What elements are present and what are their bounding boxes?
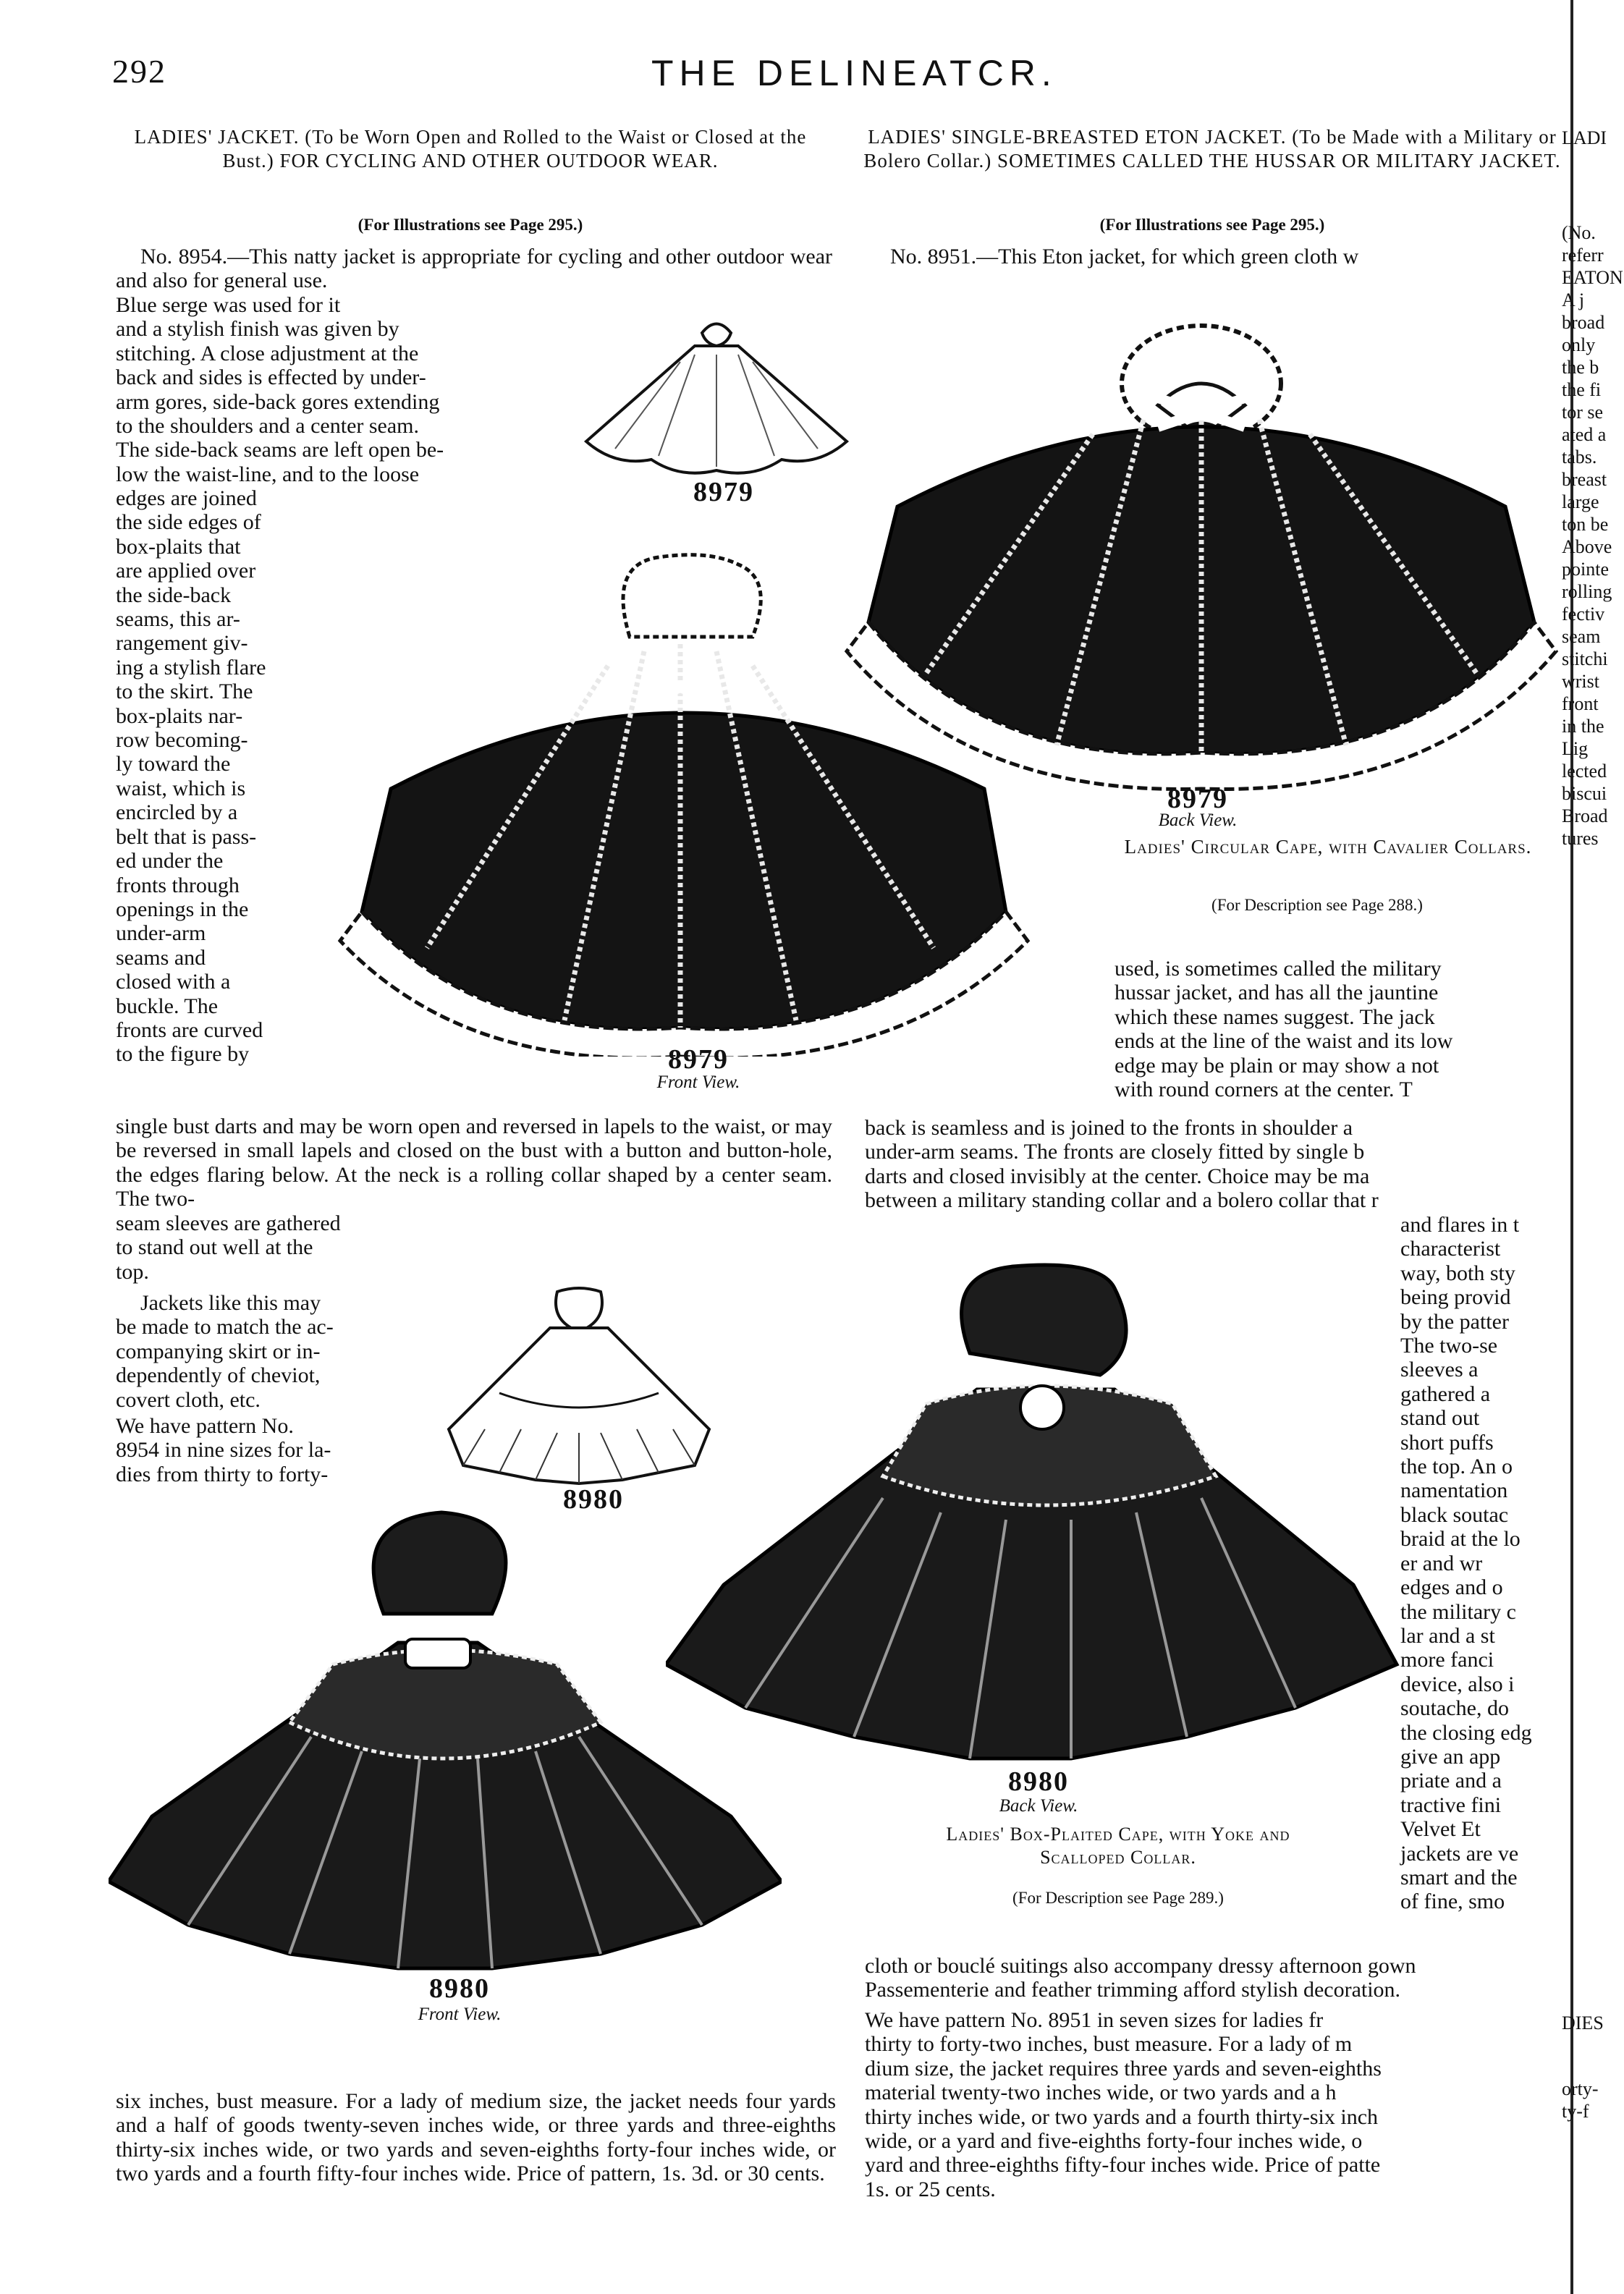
margin-line: tures xyxy=(1562,828,1599,849)
margin-line: ated a xyxy=(1562,424,1607,445)
right-para1-end: cloth or bouclé suitings also accompany dressy afternoon gown Passementerie and feather trimming afford stylish decoration. xyxy=(865,1954,1416,2002)
left-para1-mid: Blue serge was used for it and a stylish finish was given by stitching. A close adjustment at the back and sides is effected by under- arm gores, side-back gores extending to the shoulders and a center seam. The side-back seams are left open be- low the waist-line, and to the loose xyxy=(116,293,444,486)
margin-line: fectiv xyxy=(1562,604,1605,625)
left-para1-narrow: edges are joined the side edges of box-plaits that are applied over the side-back seams, this ar- rangement giv- ing a stylish flare to the skirt. The box-plaits nar- row becoming- ly toward the waist, which is encircled by a belt that is pass- ed under the fronts through openings in the under-arm seams and closed with a buckle. The fronts are curved to the figure by xyxy=(116,486,266,1067)
margin-line: EATON xyxy=(1562,267,1623,288)
margin-line: front xyxy=(1562,693,1599,714)
margin-line: broad xyxy=(1562,312,1605,333)
left-para1-top-text: No. 8954.—This natty jacket is appropriate for cycling and other outdoor wear and also for general use. xyxy=(116,245,832,293)
cape-8979-front-illustration xyxy=(333,550,1042,1057)
right-article-ref: (For Illustrations see Page 295.) xyxy=(1099,216,1325,234)
left-para1-wide: single bust darts and may be worn open and reversed in lapels to the waist, or may be reversed in small lapels and closed on the bust with a button and button-hole, the edges flaring below. At the neck is a rolling collar shaped by a center seam. The two- xyxy=(116,1114,832,1211)
left-para3-bottom: six inches, bust measure. For a lady of medium size, the jacket needs four yards and a half of goods twenty-seven inches wide, or three yards and three-eighths thirty-six inches wide, or two yards and seven-eighths forty-four inches wide, or two yards and a fourth fifty-four inches wide. Price of pattern, 1s. 3d. or 30 cents. xyxy=(116,2089,836,2186)
margin-line: wrist xyxy=(1562,671,1599,692)
left-article-ref: (For Illustrations see Page 295.) xyxy=(358,216,583,234)
margin-line: only xyxy=(1562,334,1596,355)
figure-view-label: Front View. xyxy=(656,1072,740,1092)
figure-ref: (For Description see Page 288.) xyxy=(1211,896,1423,914)
margin-line: the b xyxy=(1562,357,1599,378)
running-title: THE DELINEATCR. xyxy=(651,53,1057,93)
figure-number: 8979 xyxy=(693,477,754,507)
margin-line: breast xyxy=(1562,469,1607,490)
margin-line: rolling xyxy=(1562,581,1612,602)
figure-caption: Ladies' Box-Plaited Cape, with Yoke and xyxy=(946,1824,1290,1845)
figure-caption: Scalloped Collar. xyxy=(1040,1847,1196,1868)
margin-line: pointe xyxy=(1562,559,1609,580)
margin-line: Lig xyxy=(1562,738,1589,759)
left-para1-top xyxy=(116,245,832,293)
margin-line: ton be xyxy=(1562,514,1609,535)
margin-line: orty- xyxy=(1562,2078,1599,2099)
right-para1-top: No. 8951.—This Eton jacket, for which green cloth w xyxy=(890,245,1359,268)
margin-line: large xyxy=(1562,491,1599,512)
figure-number: 8979 xyxy=(1167,784,1228,814)
margin-line: in the xyxy=(1562,716,1604,737)
page-number: 292 xyxy=(112,53,166,90)
figure-number: 8980 xyxy=(429,1973,490,2004)
margin-gap xyxy=(1562,149,1624,221)
left-article-heading: LADIES' JACKET. (To be Worn Open and Rolled to the Waist or Closed at the Bust.) FOR CYCLING AND OTHER OUTDOOR WEAR. xyxy=(134,126,807,172)
margin-line: lected xyxy=(1562,761,1607,782)
cape-8980-front-illustration xyxy=(109,1505,782,1983)
margin-line: Above xyxy=(1562,536,1612,557)
right-article-heading: LADIES' SINGLE-BREASTED ETON JACKET. (To be Made with a Military or Bolero Collar.) SOMETIMES CALLED THE HUSSAR OR MILITARY JACKET. xyxy=(863,126,1561,172)
margin-gap xyxy=(1562,2034,1624,2078)
figure-view-label: Front View. xyxy=(418,2005,502,2024)
left-para2: Jackets like this may be made to match the ac- companying skirt or in- dependently of cheviot, covert cloth, etc. xyxy=(116,1291,334,1412)
figure-ref: (For Description see Page 289.) xyxy=(1012,1889,1224,1907)
margin-line: A j xyxy=(1562,289,1585,310)
figure-number: 8979 xyxy=(668,1044,729,1075)
figure-caption: Ladies' Circular Cape, with Cavalier Collars. xyxy=(1124,836,1532,858)
figure-number: 8980 xyxy=(1008,1766,1069,1797)
margin-line: the fi xyxy=(1562,379,1602,400)
margin-line: tabs. xyxy=(1562,446,1597,467)
margin-line: biscui xyxy=(1562,783,1607,804)
left-para3: We have pattern No. 8954 in nine sizes for la- dies from thirty to forty- xyxy=(116,1414,331,1486)
margin-fragment-lower xyxy=(1562,2012,1624,2122)
margin-line: ty-f xyxy=(1562,2101,1589,2122)
figure-view-label: Back View. xyxy=(1158,810,1238,830)
figure-view-label: Back View. xyxy=(999,1796,1078,1816)
right-para1-wide: back is seamless and is joined to the fronts in shoulder a under-arm seams. The fronts are closely fitted by single b darts and closed invisibly at the center. Choice may be ma between a military standing collar and a bolero collar that r xyxy=(865,1116,1379,1213)
margin-line: seam xyxy=(1562,626,1601,647)
margin-fragment-column xyxy=(1562,127,1624,850)
margin-line: tor se xyxy=(1562,402,1604,423)
margin-line: referr xyxy=(1562,245,1604,266)
margin-line: Broad xyxy=(1562,805,1608,826)
left-para1-end: seam sleeves are gathered to stand out well at the top. xyxy=(116,1211,341,1284)
margin-line: LADI xyxy=(1562,127,1607,148)
margin-line: stitchi xyxy=(1562,648,1608,669)
right-para2: We have pattern No. 8951 in seven sizes for ladies fr thirty to forty-two inches, bust measure. For a lady of m dium size, the jacket requires three yards and seven-eighths material twenty-two inches wide, or two yards and a h thirty inches wide, or two yards and a fourth thirty-six inch wide, or a yard and five-eighths forty-four inches wide, o yard and three-eighths fifty-four inches wide. Price of patte 1s. or 25 cents. xyxy=(865,2008,1382,2201)
right-para1-narrow: and flares in t characterist way, both sty being provid by the patter The two-se sleeves a gathered a stand out short puffs the top. An o namentation black soutac braid at the lo er and wr edges and o the military c lar and a st more fanci device, also i soutache, do the closing edg give an app priate and a tractive fini Velvet Et jackets are ve smart and the of fine, smo xyxy=(1400,1213,1532,1914)
right-para1-mid: used, is sometimes called the military hussar jacket, and has all the jauntine which these names suggest. The jack ends at the line of the waist and its low edge may be plain or may show a not with round corners at the center. T xyxy=(1115,957,1453,1102)
figure-number: 8980 xyxy=(563,1484,624,1515)
margin-line: (No. xyxy=(1562,222,1596,243)
margin-line: DIES xyxy=(1562,2012,1604,2033)
